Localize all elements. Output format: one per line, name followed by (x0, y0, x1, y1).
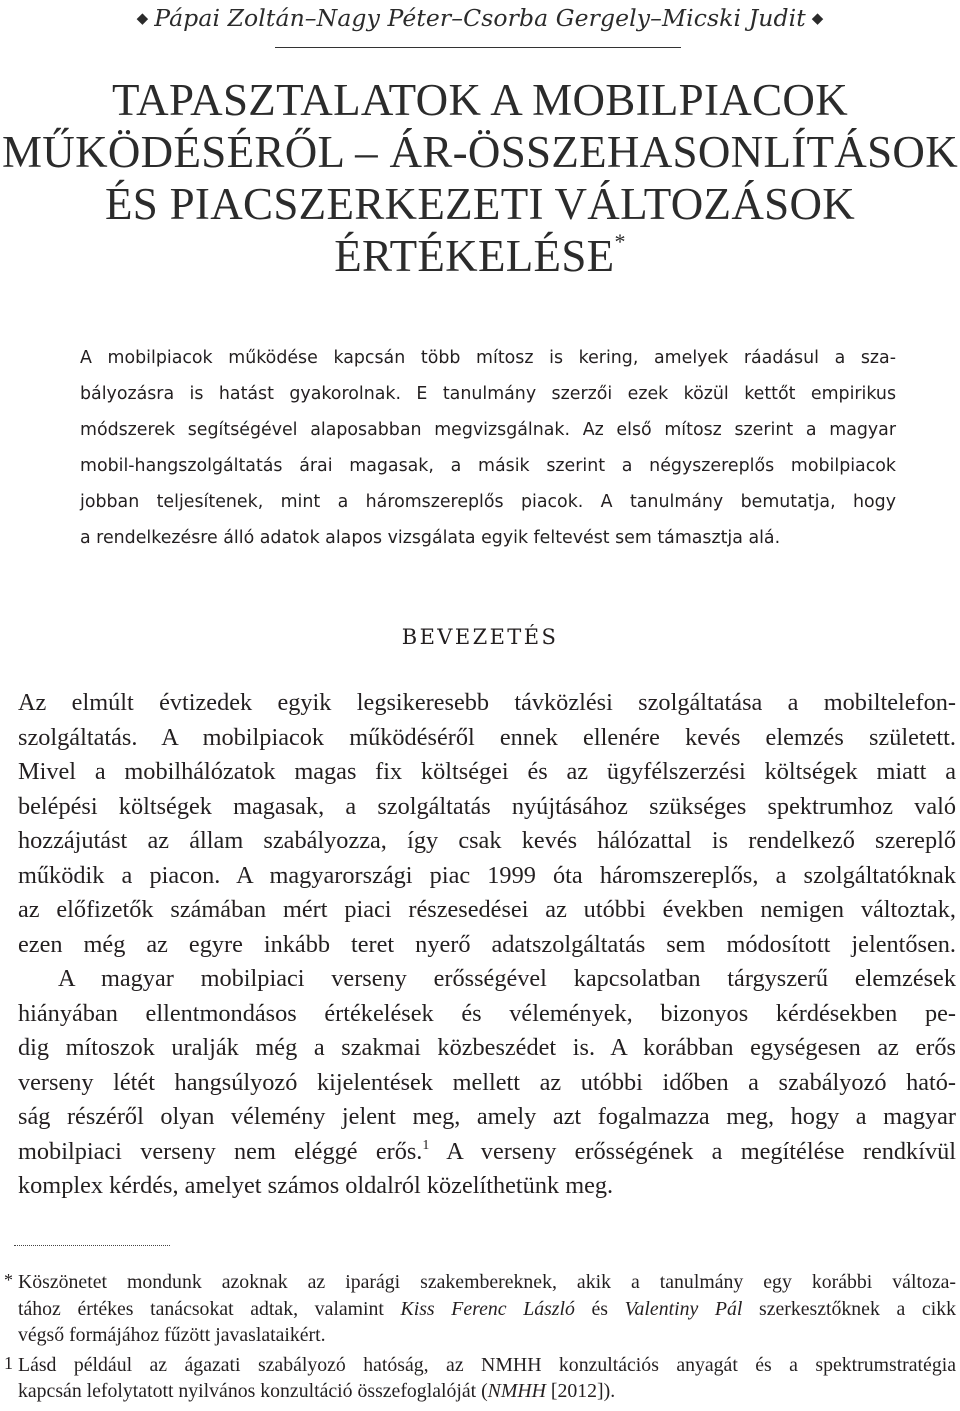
body-line: verseny létét hangsúlyozó kijelentések mellett az utóbbi időben a szabályozó ható- (18, 1068, 956, 1096)
footnote-separator (14, 1245, 170, 1246)
header-rule (275, 47, 681, 48)
footnote-line: Lásd például az ágazati szabályozó hatóság, az NMHH konzultációs anyagát és a spektrumstratégia (18, 1353, 956, 1376)
footnote-name: Kiss Ferenc László (400, 1297, 575, 1320)
abstract-line: módszerek segítségével alaposabban megvizsgálnak. Az első mítosz szerint a magyar (80, 420, 896, 440)
footnote-line (18, 1296, 956, 1323)
footnote-citation: NMHH (487, 1380, 546, 1402)
title-line-2: MŰKÖDÉSÉRŐL – ÁR-ÖSSZEHASONLÍTÁSOK (1, 127, 959, 177)
authors-text: Pápai Zoltán–Nagy Péter–Csorba Gergely–Micski Judit (154, 4, 806, 32)
running-header-authors (0, 2, 960, 34)
abstract-line: a rendelkezésre álló adatok alapos vizsgálata egyik feltevést sem támasztja alá. (80, 528, 781, 548)
footnotes (4, 1269, 956, 1405)
section-heading: BEVEZETÉS (401, 625, 559, 649)
body-line: dig mítoszok uralják még a szakmai közbeszédet is. A korábban egységesen az erős (18, 1034, 956, 1061)
article-title (0, 74, 960, 282)
footnote-text-segment: kapcsán lefolytatott nyilvános konzultáció összefoglalóját ( (18, 1380, 488, 1402)
title-line-1: TAPASZTALATOK A MOBILPIACOK (112, 75, 848, 125)
body-line: működik a piacon. A magyarországi piac 1999 óta háromszereplős, a szolgáltatóknak (18, 861, 956, 889)
footnote-text-segment: szerkesztőknek a cikk (742, 1297, 956, 1320)
title-line-4 (0, 230, 960, 282)
body-line: Az elmúlt évtizedek egyik legsikeresebb távközlési szolgáltatása a mobiltelefon- (18, 689, 956, 716)
body-text-segment: A verseny erősségének a megítélése rendkívül (429, 1137, 956, 1165)
body-line: hozzájutást az állam szabályozza, így csak kevés hálózattal is rendelkező szereplő (18, 827, 956, 854)
body-line: az előfizetők számában mért piaci részesedései az utóbbi években nemigen változtak, (18, 896, 956, 923)
body-line: Mivel a mobilhálózatok magas fix költségei és az ügyfélszerzési költségek miatt a (18, 758, 956, 785)
abstract-line: bályozásra is hatást gyakorolnak. E tanulmány szerzői ezek közül kettőt empirikus (80, 384, 896, 404)
abstract-line: mobil-hangszolgáltatás árai magasak, a másik szerint a négyszereplős mobilpiacok (80, 456, 896, 476)
title-footnote-mark[interactable]: * (614, 229, 626, 254)
footnote-line: végső formájához fűzött javaslataikért. (18, 1324, 326, 1346)
body-line (18, 1135, 956, 1170)
footnote-line: Köszönetet mondunk azoknak az iparági szakembereknek, akik a tanulmány egy korábbi változa- (18, 1271, 956, 1293)
footnote-text-segment: és (574, 1297, 625, 1320)
footnote-star-mark: * (4, 1270, 13, 1290)
body-line: ezen még az egyre inkább teret nyerő adatszolgáltatás sem módosított jelentősen. (18, 930, 956, 958)
footnote-line (18, 1378, 956, 1405)
diamond-right-icon: ◆ (811, 9, 824, 27)
body-text (18, 686, 956, 1204)
footnote-1 (4, 1352, 956, 1405)
abstract-line: jobban teljesítenek, mint a háromszereplős piacok. A tanulmány bemutatja, hogy (80, 492, 896, 512)
abstract (80, 340, 896, 556)
footnote-1-mark: 1 (4, 1352, 13, 1373)
title-line-4-text: ÉRTÉKELÉSE (334, 231, 615, 281)
footnote-text-segment: tához értékes tanácsokat adtak, valamint (18, 1297, 401, 1320)
footnote-star (4, 1269, 956, 1349)
body-line: szolgáltatás. A mobilpiacok működéséről ennek ellenére kevés elemzés született. (18, 723, 956, 751)
abstract-line: A mobilpiacok működése kapcsán több mítosz is kering, amelyek ráadásul a sza- (80, 348, 896, 368)
body-text-segment: mobilpiaci verseny nem eléggé erős. (18, 1137, 423, 1165)
body-line: ság részéről olyan vélemény jelent meg, amely azt fogalmazza meg, hogy a magyar (18, 1103, 956, 1130)
title-line-3: ÉS PIACSZERKEZETI VÁLTOZÁSOK (104, 179, 856, 229)
body-line: A magyar mobilpiaci verseny erősségével kapcsolatban tárgyszerű elemzések (58, 965, 956, 992)
body-line: belépési költségek magasak, a szolgáltatás nyújtásához szükséges spektrumhoz való (18, 792, 956, 820)
diamond-left-icon: ◆ (136, 9, 149, 27)
body-line: komplex kérdés, amelyet számos oldalról közelíthetünk meg. (18, 1172, 614, 1199)
footnote-name: Valentiny Pál (624, 1297, 743, 1320)
footnote-ref-1[interactable]: 1 (422, 1137, 430, 1153)
footnote-text-segment: [2012]). (545, 1380, 616, 1402)
body-line: hiányában ellentmondásos értékelések és vélemények, bizonyos kérdésekben pe- (18, 999, 956, 1027)
